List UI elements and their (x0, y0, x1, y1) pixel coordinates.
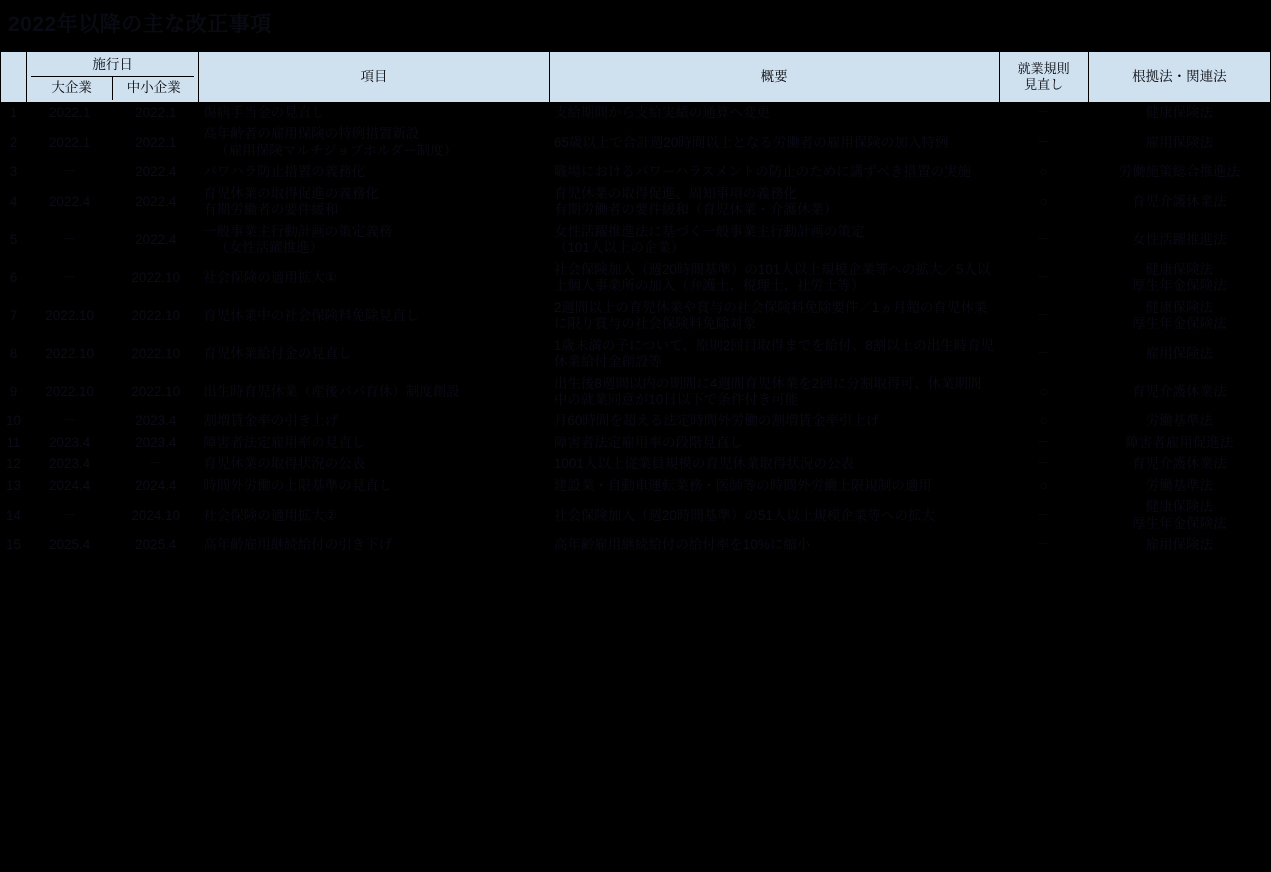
row-date-large: 2022.10 (27, 297, 113, 335)
row-date-sme: 2024.10 (113, 497, 199, 535)
row-date-sme: 2023.4 (113, 432, 199, 453)
table-row (1, 454, 1271, 475)
column-header-work-rules-review (999, 52, 1088, 103)
row-summary (549, 454, 999, 475)
row-item (199, 475, 550, 496)
row-number: 15 (1, 535, 27, 556)
row-item-sub: （女性活躍推進） (215, 240, 324, 256)
table-row (1, 297, 1271, 335)
table-row (1, 124, 1271, 162)
row-number: 9 (1, 373, 27, 411)
row-date-sme: 2025.4 (113, 535, 199, 556)
row-summary (549, 535, 999, 556)
row-number: 1 (1, 102, 27, 123)
row-summary-main: 1歳未満の子について、原則2回目取得までを給付、8割以上の出生時育児休業給付金創設等 (553, 337, 995, 370)
row-law-main: 健康保険法 (1145, 261, 1214, 277)
table-row (1, 335, 1271, 373)
row-summary-main: 65歳以上で合計週20時間以上となる労働者の雇用保険の加入特例 (553, 134, 949, 150)
table-row (1, 183, 1271, 221)
row-item-main: パワハラ防止措置の義務化 (203, 164, 366, 180)
row-law (1088, 124, 1270, 162)
row-law-main: 障害者雇用促進法 (1125, 434, 1234, 450)
row-number: 7 (1, 297, 27, 335)
row-item (199, 162, 550, 183)
row-summary-main: 女性活躍推進法に基づく一般事業主行動計画の策定 (553, 223, 865, 239)
column-header-large-company: 大企業 (31, 77, 113, 99)
row-item-main: 高年齢者の雇用保険の特例措置新設 (203, 126, 420, 142)
row-work-rules: ○ (999, 411, 1088, 432)
row-item (199, 221, 550, 259)
row-item (199, 297, 550, 335)
row-summary-main: 支給期間から支給実績の通算へ変更 (553, 104, 770, 120)
row-summary (549, 297, 999, 335)
row-law (1088, 221, 1270, 259)
row-date-large: 2023.4 (27, 432, 113, 453)
column-header-summary: 概要 (549, 52, 999, 103)
row-date-sme: 2022.1 (113, 102, 199, 123)
row-summary-main: 高年齢雇用継続給付の給付率を10%に縮小 (553, 537, 811, 553)
row-number: 11 (1, 432, 27, 453)
row-item-main: 一般事業主行動計画の策定義務 (203, 223, 393, 239)
row-law-main: 健康保険法 (1145, 104, 1214, 120)
row-law (1088, 102, 1270, 123)
row-item-main: 傷病手当金の見直し (203, 104, 325, 120)
row-summary (549, 497, 999, 535)
row-date-large: 2023.4 (27, 454, 113, 475)
row-law-sub: 厚生年金保険法 (1132, 316, 1227, 332)
row-summary (549, 475, 999, 496)
row-item-main: 高年齢雇用継続給付の引き下げ (203, 537, 393, 553)
row-item (199, 259, 550, 297)
row-law (1088, 497, 1270, 535)
row-law-main: 健康保険法 (1145, 499, 1214, 515)
row-date-large: 2022.4 (27, 183, 113, 221)
row-law (1088, 454, 1270, 475)
row-law-main: 雇用保険法 (1145, 537, 1214, 553)
row-item (199, 411, 550, 432)
row-law-main: 女性活躍推進法 (1132, 231, 1227, 247)
row-law (1088, 475, 1270, 496)
row-summary-main: 月60時間を超える法定時間外労働の割増賃金率引上げ (553, 413, 880, 429)
row-date-sme: － (113, 454, 199, 475)
row-date-large: － (27, 411, 113, 432)
row-date-sme: 2022.4 (113, 162, 199, 183)
row-date-large: 2022.10 (27, 373, 113, 411)
row-date-sme: 2022.4 (113, 221, 199, 259)
row-date-large: － (27, 162, 113, 183)
row-number: 6 (1, 259, 27, 297)
row-work-rules: － (999, 221, 1088, 259)
row-summary (549, 102, 999, 123)
table-body (1, 102, 1271, 556)
amendments-table (0, 51, 1271, 557)
row-date-sme: 2022.10 (113, 373, 199, 411)
row-number: 2 (1, 124, 27, 162)
row-summary-sub: （101人以上の企業） (553, 240, 685, 256)
row-number: 10 (1, 411, 27, 432)
work-rules-review-line1: 就業規則 (1017, 61, 1070, 77)
row-law-sub: 厚生年金保険法 (1132, 278, 1227, 294)
row-date-large: 2024.4 (27, 475, 113, 496)
row-number: 8 (1, 335, 27, 373)
row-law-main: 労働基準法 (1145, 477, 1214, 493)
row-date-large: － (27, 259, 113, 297)
column-header-number (1, 52, 27, 103)
table-row (1, 497, 1271, 535)
row-item (199, 454, 550, 475)
row-work-rules: － (999, 535, 1088, 556)
table-row (1, 432, 1271, 453)
row-law-main: 雇用保険法 (1145, 134, 1214, 150)
row-law-sub: 厚生年金保険法 (1132, 515, 1227, 531)
row-law (1088, 432, 1270, 453)
row-date-sme: 2022.10 (113, 259, 199, 297)
row-law-main: 健康保険法 (1145, 299, 1214, 315)
row-work-rules: － (999, 102, 1088, 123)
column-header-enforcement-date-label: 施行日 (31, 54, 194, 77)
row-summary (549, 162, 999, 183)
row-work-rules: － (999, 497, 1088, 535)
row-work-rules: － (999, 432, 1088, 453)
work-rules-review-line2: 見直し (1024, 76, 1064, 92)
table-row (1, 475, 1271, 496)
row-work-rules: － (999, 454, 1088, 475)
row-number: 5 (1, 221, 27, 259)
row-item (199, 183, 550, 221)
row-item-main: 時間外労働の上限基準の見直し (203, 477, 393, 493)
row-law (1088, 373, 1270, 411)
row-item (199, 497, 550, 535)
row-law (1088, 162, 1270, 183)
row-summary-main: 職場におけるパワーハラスメントの防止のために講ずべき措置の実施 (553, 164, 971, 180)
row-date-large: 2022.1 (27, 124, 113, 162)
row-date-large: － (27, 221, 113, 259)
row-summary-main: 障害者法定雇用率の段階見直し (553, 434, 743, 450)
row-item-main: 育児休業の取得促進の義務化 (203, 185, 379, 201)
row-item (199, 373, 550, 411)
table-row (1, 535, 1271, 556)
row-summary (549, 221, 999, 259)
table-row (1, 259, 1271, 297)
row-law (1088, 535, 1270, 556)
row-item (199, 535, 550, 556)
row-date-sme: 2022.1 (113, 124, 199, 162)
row-item-main: 出生時育児休業（産後パパ育休）制度創設 (203, 383, 460, 399)
row-law-main: 労働施策総合推進法 (1118, 164, 1241, 180)
row-item-sub: （雇用保険マルチジョブホルダー制度） (215, 142, 458, 158)
row-item (199, 432, 550, 453)
row-item-main: 障害者法定雇用率の見直し (203, 434, 366, 450)
table-row (1, 162, 1271, 183)
row-item-main: 育児休業の取得状況の公表 (203, 456, 366, 472)
column-header-sme: 中小企業 (126, 80, 181, 96)
row-number: 13 (1, 475, 27, 496)
table-row (1, 221, 1271, 259)
row-date-sme: 2024.4 (113, 475, 199, 496)
row-law (1088, 183, 1270, 221)
row-date-sme: 2022.10 (113, 335, 199, 373)
row-work-rules: ○ (999, 373, 1088, 411)
column-header-related-law: 根拠法・関連法 (1088, 52, 1270, 103)
row-date-large: 2022.10 (27, 335, 113, 373)
row-law-main: 育児介護休業法 (1132, 194, 1227, 210)
column-header-enforcement-date (27, 52, 199, 103)
row-summary (549, 432, 999, 453)
row-summary-sub: 有期労働者の要件緩和（育児休業・介護休業） (553, 202, 838, 218)
row-date-large: 2022.1 (27, 102, 113, 123)
table-row (1, 411, 1271, 432)
row-summary (549, 259, 999, 297)
row-item-sub: 有期労働者の要件緩和 (203, 202, 339, 218)
row-summary (549, 335, 999, 373)
row-summary (549, 183, 999, 221)
row-item (199, 124, 550, 162)
row-summary (549, 373, 999, 411)
row-summary-main: 社会保険加入（週20時間基準）の101人以上規模企業等への拡大／5人以上個人事業所の加入（弁護士、税理士、社労士等） (553, 261, 991, 294)
row-item-main: 社会保険の適用拡大① (203, 269, 337, 285)
row-law-main: 労働基準法 (1145, 413, 1214, 429)
row-law (1088, 297, 1270, 335)
row-date-sme: 2022.4 (113, 183, 199, 221)
row-date-large: 2025.4 (27, 535, 113, 556)
row-item (199, 102, 550, 123)
page-title: 2022年以降の主な改正事項 (8, 13, 272, 36)
row-work-rules: ○ (999, 162, 1088, 183)
row-number: 14 (1, 497, 27, 535)
row-summary-main: 社会保険加入（週20時間基準）の51人以上規模企業等への拡大 (553, 507, 935, 523)
column-header-item: 項目 (199, 52, 550, 103)
row-law-main: 雇用保険法 (1145, 345, 1214, 361)
row-work-rules: ○ (999, 183, 1088, 221)
row-law (1088, 259, 1270, 297)
table-header (1, 52, 1271, 103)
row-item (199, 335, 550, 373)
row-summary (549, 124, 999, 162)
row-item-main: 育児休業給付金の見直し (203, 345, 352, 361)
row-work-rules: － (999, 335, 1088, 373)
row-date-large: － (27, 497, 113, 535)
row-summary-main: 1001人以上従業員規模の育児休業取得状況の公表 (553, 456, 854, 472)
row-item-main: 育児休業中の社会保険料免除見直し (203, 307, 420, 323)
row-date-sme: 2022.10 (113, 297, 199, 335)
row-law (1088, 411, 1270, 432)
table-row (1, 102, 1271, 123)
row-summary (549, 411, 999, 432)
row-date-sme: 2023.4 (113, 411, 199, 432)
row-work-rules: － (999, 124, 1088, 162)
row-item-main: 社会保険の適用拡大② (203, 507, 337, 523)
row-summary-main: 建設業・自動車運転業務・医師等の時間外労働上限規制の適用 (553, 477, 932, 493)
row-summary-main: 出生後8週間以内の期間に4週間育児休業を2回に分割取得可、休業期間中の就業同意が10日以下で条件付き可能 (553, 375, 982, 407)
row-number: 3 (1, 162, 27, 183)
row-law-main: 育児介護休業法 (1132, 456, 1227, 472)
row-law-main: 育児介護休業法 (1132, 383, 1227, 399)
row-item-main: 割増賃金率の引き上げ (203, 413, 339, 429)
row-summary-main: 育児休業の取得促進、周知事項の義務化 (553, 185, 797, 201)
row-work-rules: ○ (999, 475, 1088, 496)
row-work-rules: － (999, 297, 1088, 335)
row-summary-main: 2週間以上の育児休業や賞与の社会保険料免除要件／1ヵ月超の育児休業に限り賞与の社会保険料免除対象 (553, 299, 988, 332)
row-number: 12 (1, 454, 27, 475)
row-number: 4 (1, 183, 27, 221)
row-law (1088, 335, 1270, 373)
row-work-rules: － (999, 259, 1088, 297)
table-row (1, 373, 1271, 411)
